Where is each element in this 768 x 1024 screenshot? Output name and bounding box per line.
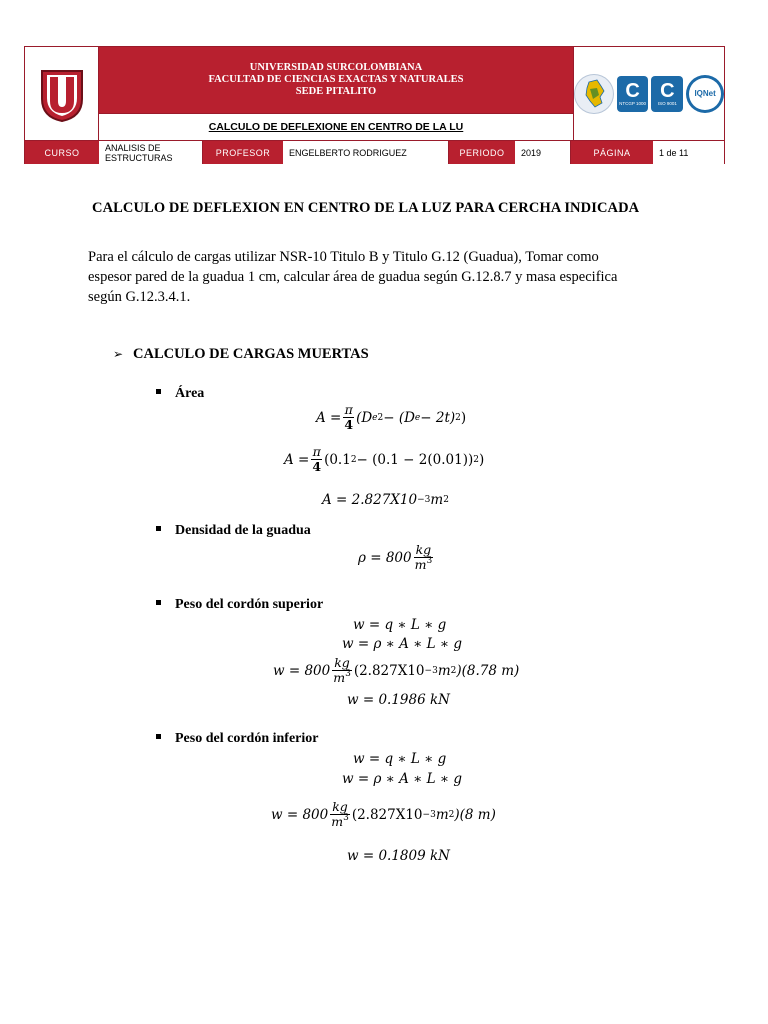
bullet-area: Área [156, 386, 204, 402]
square-bullet-icon [156, 526, 161, 531]
curso-value: ANALISIS DE ESTRUCTURAS [99, 141, 203, 164]
area-substitution: A = $\frac{\pi}{4}$ (0.1 2 − (0.1 − 2(0.01)) 2 ) [284, 444, 485, 474]
header-title-block [99, 47, 573, 113]
profesor-value: ENGELBERTO RODRIGUEZ [283, 141, 449, 164]
density-formula: ρ = 800 $\frac{kg}{m^3}$ [358, 542, 433, 572]
colombia-map-icon [574, 74, 614, 114]
area-formula: A = $\frac{\pi}{4}$ (D e 2 − (D e − 2t) 2 ) [316, 402, 467, 432]
profesor-label: PROFESOR [203, 141, 283, 164]
intro-paragraph: Para el cálculo de cargas utilizar NSR-10 Titulo B y Titulo G.12 (Guadua), Tomar como espesor pared de la guadua 1 cm, calcular área de guadua según G.12.8.7 y masa especifica según G.12.3.4.1. [88, 249, 618, 305]
campus-name: SEDE PITALITO [295, 86, 377, 97]
faculty-name: FACULTAD DE CIENCIAS EXACTAS Y NATURALES [208, 74, 464, 85]
bottom-chord-result: w = 0.1809 kN [347, 848, 450, 864]
certification-logos [573, 47, 724, 140]
top-chord-eq-2: w = ρ ∗ A ∗ L ∗ g [342, 636, 463, 652]
square-bullet-icon [156, 600, 161, 605]
square-bullet-icon [156, 734, 161, 739]
document-header [24, 46, 725, 164]
bullet-top-chord: Peso del cordón superior [156, 597, 323, 613]
bullet-bottom-chord: Peso del cordón inferior [156, 731, 318, 747]
arrow-bullet-icon: ➢ [113, 347, 124, 361]
top-chord-eq-3: w = 800 $\frac{kg}{m^3}$ (2.827X10 −3 m 2 )(8.78 m) [273, 655, 520, 685]
top-chord-eq-1: w = q ∗ L ∗ g [353, 617, 447, 633]
section-heading: ➢ CALCULO DE CARGAS MUERTAS [113, 346, 369, 362]
course-info-row [25, 140, 724, 163]
bottom-chord-eq-2: w = ρ ∗ A ∗ L ∗ g [342, 771, 463, 787]
university-name: UNIVERSIDAD SURCOLOMBIANA [249, 62, 423, 73]
bottom-chord-eq-1: w = q ∗ L ∗ g [353, 751, 447, 767]
university-logo [25, 47, 99, 140]
iso-cert-icon: C ISO 9001 [651, 76, 683, 112]
page-title: CALCULO DE DEFLEXION EN CENTRO DE LA LUZ PARA CERCHA INDICADA [92, 200, 640, 216]
curso-label: CURSO [25, 141, 99, 164]
iqnet-cert-icon: IQNet [686, 75, 724, 113]
top-chord-result: w = 0.1986 kN [347, 692, 450, 708]
bullet-density: Densidad de la guadua [156, 523, 311, 539]
document-subject: CALCULO DE DEFLEXIONE EN CENTRO DE LA LU [99, 113, 573, 140]
square-bullet-icon [156, 389, 161, 394]
pagina-value: 1 de 11 [653, 141, 724, 164]
ntcgp-cert-icon: C NTCGP 1000 [617, 76, 649, 112]
usco-shield-icon [37, 65, 87, 123]
area-result: A = 2.827X10 −3 m 2 [322, 492, 449, 508]
periodo-label: PERIODO [449, 141, 515, 164]
periodo-value: 2019 [515, 141, 571, 164]
pagina-label: PÁGINA [571, 141, 653, 164]
bottom-chord-eq-3: w = 800 $\frac{kg}{m^3}$ (2.827X10 −3 m 2 )(8 m) [271, 799, 496, 829]
svg-text:S: S [57, 91, 66, 107]
pi-over-4-fraction: $\frac{\pi}{4}$ [344, 402, 354, 432]
